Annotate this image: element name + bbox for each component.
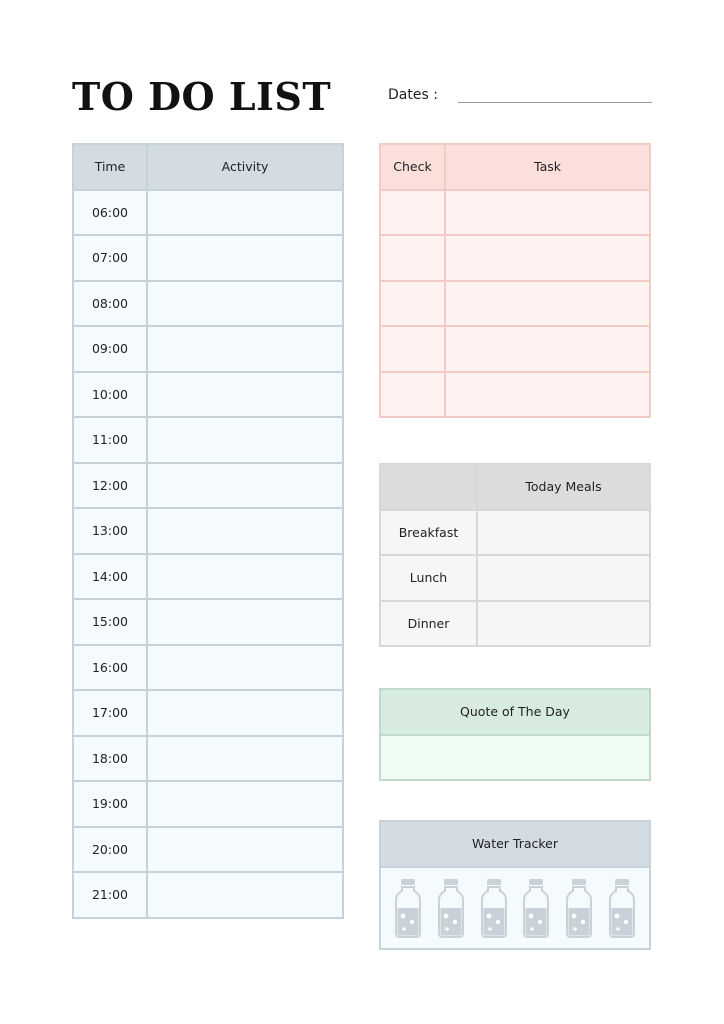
activity-cell[interactable] [147, 190, 343, 236]
water-bottles-cell [380, 867, 650, 949]
activity-cell[interactable] [147, 645, 343, 691]
schedule-row [73, 645, 343, 691]
meal-label-dinner: Dinner [380, 601, 477, 647]
schedule-row [73, 508, 343, 554]
time-label: 15:00 [73, 599, 147, 645]
meals-header: Today Meals [477, 464, 650, 510]
task-row [380, 235, 650, 281]
check-cell[interactable] [380, 190, 445, 236]
water-bottle-icon[interactable] [522, 878, 550, 938]
task-row [380, 372, 650, 418]
time-label: 06:00 [73, 190, 147, 236]
dates-label: Dates : [388, 87, 438, 103]
time-label: 07:00 [73, 235, 147, 281]
check-cell[interactable] [380, 235, 445, 281]
time-label: 10:00 [73, 372, 147, 418]
page-title: TO DO LIST [72, 74, 332, 119]
schedule-row [73, 417, 343, 463]
activity-column-header: Activity [147, 144, 343, 190]
check-cell[interactable] [380, 281, 445, 327]
quote-header: Quote of The Day [380, 689, 650, 735]
schedule-row [73, 872, 343, 918]
schedule-row [73, 690, 343, 736]
time-label: 19:00 [73, 781, 147, 827]
schedule-row [73, 736, 343, 782]
schedule-row [73, 190, 343, 236]
schedule-row [73, 599, 343, 645]
activity-cell[interactable] [147, 599, 343, 645]
water-tracker [379, 820, 651, 950]
time-label: 21:00 [73, 872, 147, 918]
activity-cell[interactable] [147, 372, 343, 418]
activity-cell[interactable] [147, 690, 343, 736]
task-row [380, 190, 650, 236]
time-label: 20:00 [73, 827, 147, 873]
schedule-row [73, 281, 343, 327]
schedule-row [73, 235, 343, 281]
quote-cell[interactable] [380, 735, 650, 781]
task-row [380, 281, 650, 327]
activity-cell[interactable] [147, 417, 343, 463]
meals-table [379, 463, 651, 647]
schedule-row [73, 372, 343, 418]
schedule-row [73, 781, 343, 827]
meal-row [380, 555, 650, 601]
time-label: 09:00 [73, 326, 147, 372]
activity-cell[interactable] [147, 554, 343, 600]
meal-label-breakfast: Breakfast [380, 510, 477, 556]
time-column-header: Time [73, 144, 147, 190]
time-label: 16:00 [73, 645, 147, 691]
water-bottle-icon[interactable] [565, 878, 593, 938]
check-cell[interactable] [380, 326, 445, 372]
meal-cell[interactable] [477, 555, 650, 601]
activity-cell[interactable] [147, 827, 343, 873]
schedule-row [73, 326, 343, 372]
activity-cell[interactable] [147, 463, 343, 509]
activity-cell[interactable] [147, 326, 343, 372]
task-cell[interactable] [445, 372, 650, 418]
time-label: 18:00 [73, 736, 147, 782]
quote-table [379, 688, 651, 781]
task-row [380, 326, 650, 372]
task-cell[interactable] [445, 190, 650, 236]
meal-row [380, 510, 650, 556]
meals-corner-cell [380, 464, 477, 510]
water-tracker-header: Water Tracker [380, 821, 650, 867]
task-column-header: Task [445, 144, 650, 190]
time-label: 13:00 [73, 508, 147, 554]
time-label: 14:00 [73, 554, 147, 600]
schedule-row [73, 463, 343, 509]
meal-cell[interactable] [477, 510, 650, 556]
activity-cell[interactable] [147, 235, 343, 281]
meal-label-lunch: Lunch [380, 555, 477, 601]
dates-input-line[interactable] [458, 102, 652, 103]
check-cell[interactable] [380, 372, 445, 418]
task-cell[interactable] [445, 235, 650, 281]
time-label: 08:00 [73, 281, 147, 327]
time-label: 12:00 [73, 463, 147, 509]
schedule-row [73, 827, 343, 873]
activity-cell[interactable] [147, 281, 343, 327]
activity-cell[interactable] [147, 781, 343, 827]
activity-cell[interactable] [147, 736, 343, 782]
schedule-row [73, 554, 343, 600]
time-label: 11:00 [73, 417, 147, 463]
water-bottle-icon[interactable] [608, 878, 636, 938]
task-table [379, 143, 651, 418]
meal-row [380, 601, 650, 647]
activity-cell[interactable] [147, 872, 343, 918]
task-cell[interactable] [445, 326, 650, 372]
schedule-table [72, 143, 344, 919]
check-column-header: Check [380, 144, 445, 190]
activity-cell[interactable] [147, 508, 343, 554]
time-label: 17:00 [73, 690, 147, 736]
water-bottles [381, 878, 649, 938]
water-bottle-icon[interactable] [437, 878, 465, 938]
water-bottle-icon[interactable] [480, 878, 508, 938]
task-cell[interactable] [445, 281, 650, 327]
water-bottle-icon[interactable] [394, 878, 422, 938]
meal-cell[interactable] [477, 601, 650, 647]
